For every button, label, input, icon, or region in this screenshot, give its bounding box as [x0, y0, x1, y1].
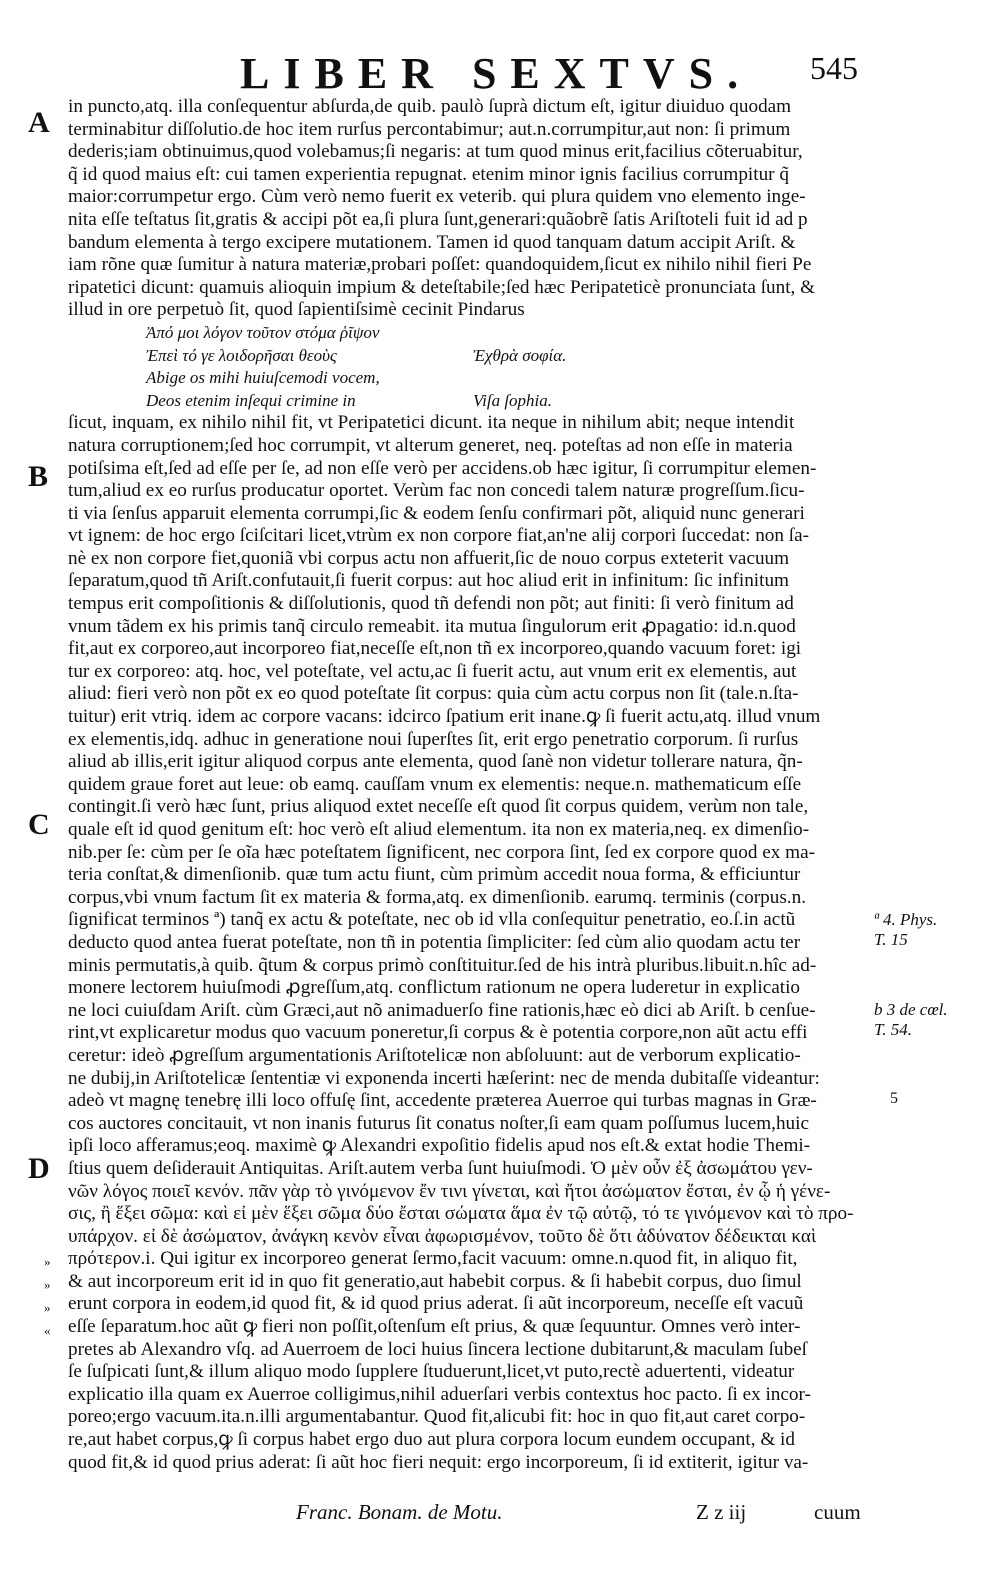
text-line: vt ignem: de hoc ergo ſciſcitari licet,vtrùm ex non corpore fiat,an'ne alij corpori ſuccedat: non ſa- [68, 525, 810, 547]
page-footer [0, 1500, 1000, 1530]
margin-note-a-line1: ª 4. Phys. [874, 910, 938, 929]
text-line: ripatetici dicunt: quamuis alioquin impium & deteſtabile;ſed hæc Peripateticè pronunciata ſunt, & [68, 276, 816, 298]
text-line: quod fit,& id quod prius aderat: ſi aũt hoc fieri nequit: ergo incorporeum, ſi id extiterit, igitur va- [68, 1451, 809, 1473]
text-line: bandum elementa à tergo excipere mutationem. Tamen id quod tanquam datum accipit Ariſt. & [68, 231, 796, 253]
text-line: poreo;ergo vacuum.ita.n.illi argumentabantur. Quod fit,alicubi fit: hoc in quo fit,aut caret corpo- [68, 1406, 806, 1428]
text-line: nè ex non corpore fiet,quoniã vbi corpus actu non affuerit,ſic de nouo corpus exteterit vacuum [68, 547, 790, 569]
text-line: quale eſt id quod genitum eſt: hoc verò eſt aliud elementum. ita non ex materia,neq. ex dimenſio- [68, 819, 810, 840]
section-letter-d: D [28, 1152, 50, 1185]
running-head [0, 38, 1000, 98]
verse-greek-2: Ἐπεὶ τό γε λοιδορῆσαι θεοὺς [146, 345, 337, 365]
text-line: monere lectorem huiuſmodi ꝓgreſſum,atq. conflictum rationum ne opera luderetur in explicatio [68, 977, 801, 999]
text-line: q̃ id quod maius eſt: cui tamen experientia repugnat. etenim minor ignis facilius corrumpitur q̃ [68, 163, 789, 185]
text-line: pretes ab Alexandro vſq. ad Auerroem de loci huius ſincera lectione dubitarunt,& maculam ſubeſ [68, 1338, 808, 1360]
text-line: iam rõne quæ ſumitur à natura materiæ,probari poſſet: quandoquidem,ſicut ex nihilo nihil fieri Pe [68, 254, 812, 276]
text-line: fit,aut ex corporeo,aut incorporeo fiat,neceſſe eſt,non tñ ex incorporeo,quando vacuum foret: igi [68, 638, 802, 660]
text-line: adeò vt magnę tenebrę illi loco offuſę ſint, accedente præterea Auerroe qui turbas magnas in Græ- [68, 1090, 817, 1112]
margin-note-b-line1: b 3 de cœl. [874, 1000, 948, 1019]
text-line: potiſsima eſt,ſed ad eſſe per ſe, ad non eſſe verò per accidens.ob hæc igitur, ſi corrumpitur elemen- [68, 457, 817, 479]
text-line: ſe ſuſpicati ſunt,& illum aliquo modo ſupplere ſtuduerunt,licet,vt puto,rectè aduertenti, videatur [68, 1361, 795, 1383]
footer-author: Franc. Bonam. de Motu. [296, 1500, 503, 1524]
quote-mark-3: » [44, 1300, 51, 1315]
margin-note-b-line2: T. 54. [874, 1020, 912, 1039]
text-line: teria conſtat,& dimenſionib. quæ tum actu fiunt, cùm primùm accedit noua forma, & efficiuntur [68, 864, 801, 886]
text-line: minis permutatis,à quib. q̃tum & corpus primò conſtituitur.ſed de his intrà pluribus.libuit.n.hîc ad- [68, 954, 817, 976]
paragraph-d [68, 1158, 876, 1474]
text-line: ſicut, inquam, ex nihilo nihil fit, vt Peripatetici dicunt. ita neque in nihilum abit; neque intendit [68, 412, 795, 434]
margin-note-a [874, 910, 937, 950]
verse-greek-1: Ἀπό μοι λόγον τοῦτον στόμα ῥῖψον [146, 322, 380, 342]
text-line: nita eſſe teſtatus ſit,gratis & accipi põt ea,ſi plura ſunt,generari:quãobrẽ ſatis Ariſtoteli fuit id ad p [68, 208, 808, 230]
section-letter-b: B [28, 460, 49, 493]
quote-mark-2: » [44, 1277, 51, 1292]
verse-greek-2-right: Ἐχθρὰ σοφία. [473, 345, 567, 365]
quote-mark-4: « [44, 1323, 51, 1338]
text-line: ex elementis,idq. adhuc in generatione noui ſuperſtes ſit, erit ergo penetratio corporum. ſi rurſus [68, 728, 799, 750]
text-line: rint,vt explicaretur modus quo vacuum poneretur,ſi corpus & è potentia corpore,non aũt actu effi [68, 1022, 808, 1044]
text-line: contingit.ſi verò hæc ſunt, prius aliquod extet neceſſe eſt quod ſit corpus quidem, verùm non tale, [68, 796, 809, 818]
paragraph-c [68, 796, 876, 1158]
margin-note-a-line2: T. 15 [874, 930, 908, 949]
text-line: maior:corrumpetur ergo. Cùm verò nemo fuerit ex veterib. qui plura quidem vno elemento inge- [68, 186, 806, 208]
text-line: ipſi loco afferamus;eoq. maximè ꝙ Alexandri expoſitio fidelis apud nos eſt.& extat hodie Themi- [68, 1135, 811, 1157]
text-line: υπάρχον. εἰ δὲ ἀσώματον, ἀνάγκη κενὸν εἶναι ἀφωρισμένον, τοῦτο δὲ ὅτι ἀδύνατον δέδεικται καὶ [68, 1225, 817, 1247]
text-line: explicatio illa quam ex Auerroe colligimus,nihil aduerſari verbis contextus hoc pacto. ſi ex incor- [68, 1383, 811, 1405]
text-line: deducto quod antea fuerat poteſtate, non tñ in potentia ſimpliciter: ſed cùm alio quodam actu ter [68, 931, 801, 953]
text-line: quidem graue foret aut leue: ob eamq. cauſſam vnum ex elementis: neque.n. mathematicum eſſe [68, 773, 802, 795]
body-text [68, 96, 876, 1474]
page-number: 545 [810, 50, 858, 86]
footer-catchword: cuum [814, 1500, 861, 1524]
text-line: dederis;iam obtinuimus,quod volebamus;ſi negaris: at tum quod minus erit,facilius cõteruabitur, [68, 141, 803, 163]
quote-mark-1: » [44, 1254, 51, 1269]
text-line: & aut incorporeum erit id in quo fit generatio,aut habebit corpus. & ſi habebit corpus, duo ſimul [68, 1270, 802, 1292]
text-line: ceretur: ideò ꝓgreſſum argumentationis Ariſtotelicæ non abſoluunt: aut de verborum explicatio- [68, 1044, 801, 1066]
text-line: in puncto,atq. illa conſequentur abſurda,de quib. paulò ſuprà dictum eſt, igitur diuiduo quodam [68, 96, 792, 117]
text-line: ti via ſenſus apparuit elementa corrumpi,ſic & eodem ſenſu confirmari põt, aliquid nunc generari [68, 502, 805, 524]
verse-latin-2-right: Viſa ſophia. [473, 390, 553, 410]
paragraph-a [68, 96, 876, 322]
text-line: tur ex corporeo: atq. hoc, vel poteſtate, vel actu,ac ſi fuerit actu, aut vnum erit ex elementis, aut [68, 660, 797, 682]
text-line: terminabitur diſſolutio.de hoc item rurſus percontabimur; aut.n.corrumpitur,aut non: ſi primum [68, 118, 791, 140]
text-line: cos auctores concitauit, vt non inanis futurus ſit conatus noſter,ſi eam quam poſſumus lucem,huic [68, 1112, 809, 1134]
margin-small-mark: 5 [890, 1090, 898, 1107]
text-line: aliud ab illis,erit igitur aliquod corpus ante elementa, quod ſanè non videtur tollerare natura, q̃n- [68, 751, 803, 773]
text-line: nib.per ſe: cùm per ſe oĩa hæc poteſtatem ſignificent, nec corpora ſint, ſed ex corpore quod ex ma- [68, 841, 815, 863]
text-line: νῶν λόγος ποιεῖ κενόν. πᾶν γὰρ τὸ γινόμενον ἔν τινι γίνεται, καὶ ἤτοι ἀσώματον ἔσται, ἐν ᾧ ἡ γένε- [68, 1180, 831, 1202]
text-line: vnum tãdem ex his primis tanq̃ circulo remeabit. ita mutua ſingulorum erit ꝓpagatio: id.n.quod [68, 615, 796, 637]
text-line: natura corruptionem;ſed hoc corrumpit, vt alterum generet, neq. poteſtas ad non eſſe in materia [68, 434, 793, 456]
text-line: re,aut habet corpus,ꝙ ſi corpus habet ergo duo aut plura corpora locum eundem occupant, & id [68, 1429, 795, 1451]
footer-signature: Z z iij [696, 1500, 747, 1524]
text-line: tuitur) erit vtriq. idem ac corpore vacans: idcirco ſpatium erit inane.ꝙ ſi fuerit actu,atq. illud vnum [68, 706, 821, 728]
text-line: aliud: fieri verò non põt ex eo quod poteſtate ſit corpus: quia cùm actu corpus non ſit (tale.n.ſta- [68, 683, 799, 705]
text-line: ſtius quem deſiderauit Antiquitas. Ariſt.autem verba ſunt huiuſmodi. Ὁ μὲν οὖν ἐξ ἀσωμάτου γεν- [68, 1157, 813, 1179]
section-letter-a: A [28, 106, 50, 139]
text-line: eſſe ſeparatum.hoc aũt ꝙ fieri non poſſit,oſtenſum eſt prius, & quæ ſequuntur. Omnes verò inter- [68, 1316, 801, 1338]
text-line: corpus,vbi vnum factum ſit ex materia & forma,atq. ex dimenſionib. earumq. terminis (corpus.n. [68, 886, 806, 908]
text-line: ſeparatum,quod tñ Ariſt.confutauit,ſi fuerit corpus: aut hoc aliud erit in infinitum: ſic infinitum [68, 570, 789, 592]
text-line: illud in ore perpetuò ſit, quod ſapientiſsimè cecinit Pindarus [68, 299, 525, 321]
paragraph-b [68, 412, 876, 796]
text-line: πρότερον.i. Qui igitur ex incorporeo generat ſermo,facit vacuum: omne.n.quod fit, in aliquo fit, [68, 1248, 798, 1270]
text-line: ſignificat terminos ª) tanq̃ ex actu & poteſtate, nec ob id vlla conſequitur penetratio, eo.ſ.in actũ [68, 909, 796, 931]
text-line: σις, ἢ ἕξει σῶμα: καὶ εἰ μὲν ἕξει σῶμα δύο ἔσται σώματα ἅμα ἐν τῷ αὐτῷ, τό τε γινόμενον καὶ τὸ προ- [68, 1203, 854, 1225]
verse-latin-1: Abige os mihi huiuſcemodi vocem, [146, 368, 380, 388]
text-line: erunt corpora in eodem,id quod fit, & id quod prius aderat. ſi aũt incorporeum, neceſſe eſt vacuũ [68, 1293, 804, 1315]
verse-latin-2: Deos etenim inſequi crimine in [146, 390, 356, 410]
margin-note-b [874, 1000, 948, 1040]
text-line: ne dubij,in Ariſtotelicæ ſententiæ vi exponenda incerti hæſerint: nec de menda dubitaſſe videantur: [68, 1067, 820, 1089]
text-line: tempus erit compoſitionis & diſſolutionis, quod tñ defendi non põt; aut finiti: ſi verò finitum ad [68, 593, 794, 615]
running-title: LIBER SEXTVS. [240, 49, 753, 98]
section-letter-c: C [28, 808, 50, 841]
verse-block [68, 322, 876, 412]
text-line: tum,aliud ex eo rurſus producatur oportet. Verùm fac non concedi talem naturæ progreſſum.ſicu- [68, 480, 805, 502]
text-line: ne loci cuiuſdam Ariſt. cùm Græci,aut nõ animaduerſo fine rationis,hæc eò dici ab Ariſt. b cenſue- [68, 999, 816, 1021]
